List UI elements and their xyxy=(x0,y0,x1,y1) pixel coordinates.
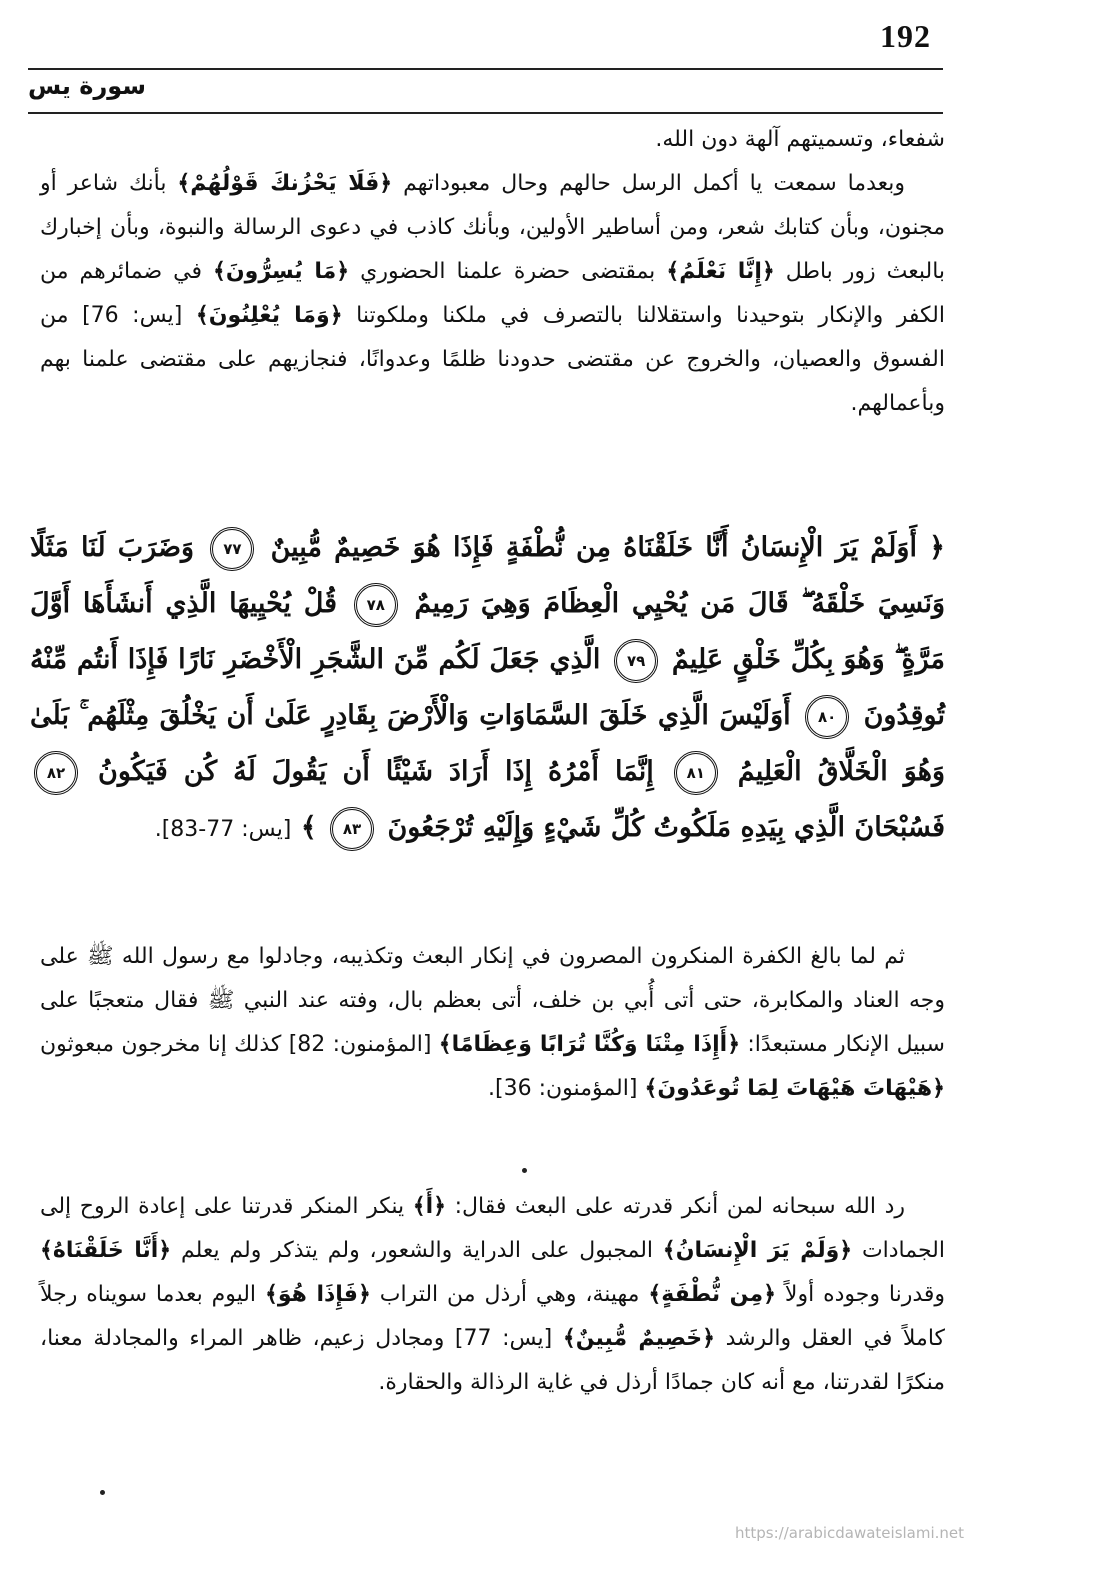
scan-speck xyxy=(522,1168,527,1173)
quran-quote: ﴿أَنَّا خَلَقْنَاهُ﴾ xyxy=(40,1238,172,1263)
quran-quote: ﴿وَلَمْ يَرَ الْإِنسَانُ﴾ xyxy=(662,1238,853,1263)
quran-quote: ﴿إِنَّا نَعْلَمُ﴾ xyxy=(666,259,775,284)
commentary-text-segment: ينكر المنكر قدرتنا على إعادة الروح إلى الجمادات xyxy=(40,1194,945,1263)
commentary-text-segment: بأنك شاعر أو مجنون، وبأن كتابك شعر، ومن أساطير الأولين، وبأنك كاذب في دعوى الرسالة والنبوة، وبأن إخبارك بالبعث زور باطل xyxy=(40,171,946,284)
commentary-text-segment: وقدرنا وجوده أولاً xyxy=(784,1282,946,1307)
quran-quote: ﴿وَمَا يُعْلِنُونَ﴾ xyxy=(195,303,343,328)
quran-quote: ﴿مِن نُّطْفَةٍ﴾ xyxy=(648,1282,776,1307)
watermark-url: https://arabicdawateislami.net xyxy=(735,1524,965,1542)
commentary-text-segment: مهينة، وهي أرذل من التراب xyxy=(379,1282,640,1307)
ayah-number-marker: ٨٢ xyxy=(34,751,78,795)
quran-quote: ﴿هَيْهَاتَ هَيْهَاتَ لِمَا تُوعَدُونَ﴾ xyxy=(644,1076,945,1101)
quran-verses-block xyxy=(30,520,945,858)
verse-78: وَضَرَبَ لَنَا مَثَلًا وَنَسِيَ خَلْقَهُ ۖ قَالَ مَن يُحْيِي الْعِظَامَ وَهِيَ رَمِيمٌ xyxy=(30,532,946,619)
paragraph-line: شفعاء، وتسميتهم آلهة دون الله. xyxy=(655,127,945,152)
commentary-text-segment: المجبول على الدراية والشعور، ولم يتذكر ولم يعلم xyxy=(180,1238,654,1263)
commentary-text-segment: من الفسوق والعصيان، والخروج عن مقتضى حدودنا ظلمًا وعدوانًا، فنجازيهم على مقتضى علمنا بهم وبأعمالهم. xyxy=(40,303,945,416)
verse-reference: [يس: 77] xyxy=(454,1326,553,1351)
verse-reference: [المؤمنون: 82] xyxy=(288,1032,432,1057)
ayah-number-marker: ٨١ xyxy=(674,751,718,795)
commentary-text xyxy=(40,1185,945,1405)
commentary-text xyxy=(40,162,945,426)
quran-quote: ﴿أَإِذَا مِتْنَا وَكُنَّا تُرَابًا وَعِظَامًا﴾ xyxy=(438,1032,741,1057)
verse-83: فَسُبْحَانَ الَّذِي بِيَدِهِ مَلَكُوتُ كُلِّ شَيْءٍ وَإِلَيْهِ تُرْجَعُونَ xyxy=(387,812,945,843)
quran-quote: ﴿خَصِيمٌ مُّبِينٌ﴾ xyxy=(562,1326,715,1351)
commentary-paragraph-3 xyxy=(40,1185,945,1405)
ayah-number-marker: ٧٨ xyxy=(354,583,398,627)
verse-close-bracket: ﴾ xyxy=(300,812,317,843)
commentary-paragraph-1 xyxy=(40,118,945,426)
ayah-number-marker: ٨٣ xyxy=(330,807,374,851)
scan-speck xyxy=(100,1490,105,1495)
ayah-number-marker: ٨٠ xyxy=(805,695,849,739)
commentary-text xyxy=(40,935,945,1111)
verse-reference: [يس: 76] xyxy=(82,303,183,328)
commentary-text-segment: بمقتضى حضرة علمنا الحضوري xyxy=(360,259,656,284)
ayah-number-marker: ٧٧ xyxy=(210,527,254,571)
commentary-paragraph-2 xyxy=(40,935,945,1111)
page-number: 192 xyxy=(880,18,931,54)
surah-header: سورة يس xyxy=(28,72,146,100)
commentary-text-segment: ثم لما بالغ الكفرة المنكرون المصرون في إنكار البعث وتكذيبه، وجادلوا مع رسول الله ﷺ على وجه العناد والمكابرة، حتى أتى أُبي بن خلف، أتى بعظم بال، وفته عند النبي ﷺ فقال متعجبًا على سبيل الإنكار مستبعدًا: xyxy=(40,944,945,1057)
commentary-text-segment: ومجادل زعيم، ظاهر المراء والمجادلة معنا، منكرًا لقدرتنا، مع أنه كان جمادًا أرذل في غاية الرذالة والحقارة. xyxy=(40,1326,945,1395)
commentary-text-segment: رد الله سبحانه لمن أنكر قدرته على البعث فقال: xyxy=(454,1194,905,1219)
verse-reference: [المؤمنون: 36]. xyxy=(488,1076,638,1101)
verse-reference: [يس: 77-83]. xyxy=(154,817,292,842)
commentary-text-segment: كذلك إنا مخرجون مبعوثون xyxy=(40,1032,282,1057)
verse-81: أَوَلَيْسَ الَّذِي خَلَقَ السَّمَاوَاتِ وَالْأَرْضَ بِقَادِرٍ عَلَىٰ أَن يَخْلُقَ مِثْلَهُم ۚ بَلَىٰ وَهُوَ الْخَلَّاقُ الْعَلِيمُ xyxy=(30,700,945,787)
header-rule-bottom xyxy=(28,112,943,114)
quran-quote: ﴿أَ﴾ xyxy=(412,1194,447,1219)
verse-79: قُلْ يُحْيِيهَا الَّذِي أَنشَأَهَا أَوَّلَ مَرَّةٍ ۖ وَهُوَ بِكُلِّ خَلْقٍ عَلِيمٌ xyxy=(30,588,945,675)
quran-quote: ﴿مَا يُسِرُّونَ﴾ xyxy=(213,259,350,284)
commentary-text-segment: وبعدما سمعت يا أكمل الرسل حالهم وحال معبوداتهم xyxy=(403,171,905,196)
quran-quote: ﴿فَإِذَا هُوَ﴾ xyxy=(264,1282,371,1307)
header-rule-top xyxy=(28,68,943,70)
commentary-text-segment: في ضمائرهم من الكفر والإنكار بتوحيدنا واستقلالنا بالتصرف في ملكنا وملكوتنا xyxy=(40,259,945,328)
commentary-text-segment: اليوم بعدما سويناه رجلاً كاملاً في العقل والرشد xyxy=(40,1282,945,1351)
verse-80: الَّذِي جَعَلَ لَكُم مِّنَ الشَّجَرِ الْأَخْضَرِ نَارًا فَإِذَا أَنتُم مِّنْهُ تُوقِدُونَ xyxy=(30,644,945,731)
verse-82: إِنَّمَا أَمْرُهُ إِذَا أَرَادَ شَيْئًا أَن يَقُولَ لَهُ كُن فَيَكُونُ xyxy=(97,756,654,787)
verse-77: ﴿ أَوَلَمْ يَرَ الْإِنسَانُ أَنَّا خَلَقْنَاهُ مِن نُّطْفَةٍ فَإِذَا هُوَ خَصِيمٌ مُّبِينٌ xyxy=(270,532,946,563)
ayah-number-marker: ٧٩ xyxy=(614,639,658,683)
quran-quote: ﴿فَلَا يَحْزُنكَ قَوْلُهُمْ﴾ xyxy=(177,171,393,196)
